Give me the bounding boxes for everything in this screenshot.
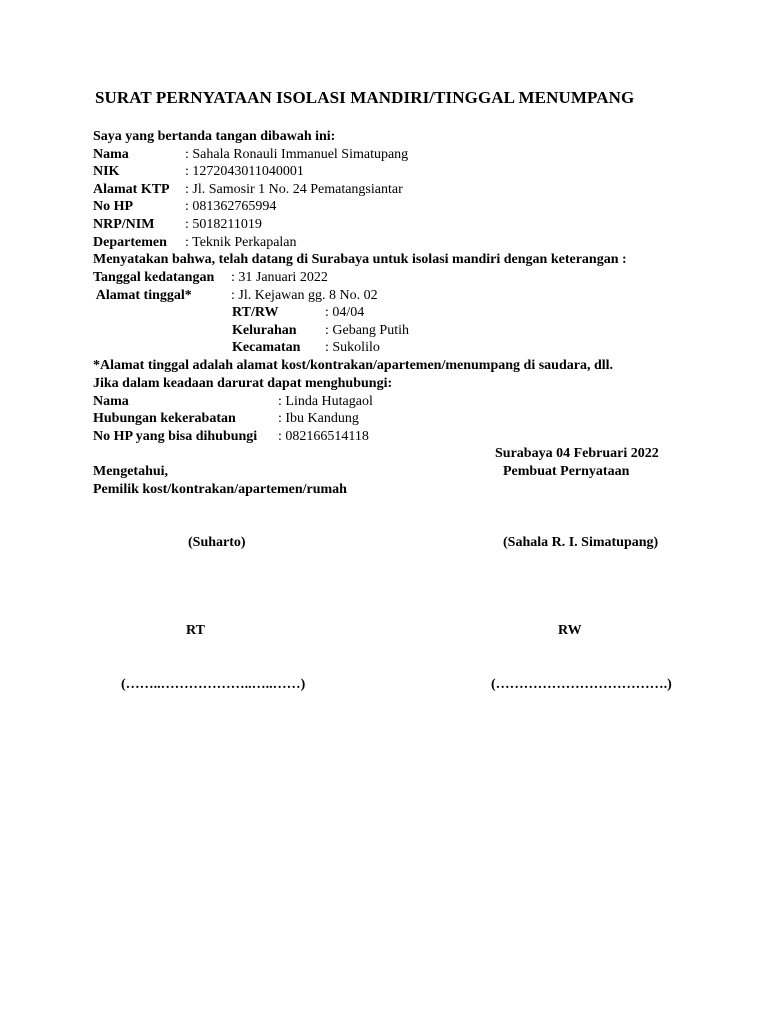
arrival-kelurahan-label: Kelurahan <box>232 323 297 338</box>
declarant-name-label: Nama <box>93 147 129 162</box>
emergency-hp-label: No HP yang bisa dihubungi <box>93 429 258 444</box>
owner-signature-name: (Suharto) <box>188 535 246 550</box>
declarant-name-value: : Sahala Ronauli Immanuel Simatupang <box>185 147 409 162</box>
emergency-intro: Jika dalam keadaan darurat dapat menghubungi: <box>93 376 393 391</box>
declarant-hp-value: : 081362765994 <box>185 199 277 214</box>
rt-signature-blank: (……..………………..…..……) <box>121 677 306 692</box>
rw-label: RW <box>558 623 582 638</box>
owner-label: Pemilik kost/kontrakan/apartemen/rumah <box>93 482 347 497</box>
arrival-address-value: : Jl. Kejawan gg. 8 No. 02 <box>231 288 378 303</box>
declarant-dept-label: Departemen <box>93 235 167 250</box>
arrival-rtrw-value: : 04/04 <box>325 305 365 320</box>
rw-signature-blank: (……………………………….) <box>491 677 672 692</box>
arrival-rtrw-label: RT/RW <box>232 305 279 320</box>
emergency-name-label: Nama <box>93 394 129 409</box>
arrival-date-label: Tanggal kedatangan <box>93 270 215 285</box>
emergency-hp-value: : 082166514118 <box>278 429 369 444</box>
declarant-nrp-value: : 5018211019 <box>185 217 262 232</box>
declarant-ktp-label: Alamat KTP <box>93 182 170 197</box>
document-title: SURAT PERNYATAAN ISOLASI MANDIRI/TINGGAL MENUMPANG <box>95 88 635 107</box>
declarant-nik-value: : 1272043011040001 <box>185 164 304 179</box>
place-date: Surabaya 04 Februari 2022 <box>495 446 659 461</box>
arrival-kelurahan-value: : Gebang Putih <box>325 323 409 338</box>
declarant-nrp-label: NRP/NIM <box>93 217 155 232</box>
emergency-relation-label: Hubungan kekerabatan <box>93 411 236 426</box>
emergency-name-value: : Linda Hutagaol <box>278 394 373 409</box>
declarant-dept-value: : Teknik Perkapalan <box>185 235 297 250</box>
arrival-kecamatan-label: Kecamatan <box>232 340 301 355</box>
address-note: *Alamat tinggal adalah alamat kost/kontrakan/apartemen/menumpang di saudara, dll. <box>93 358 614 373</box>
declarant-hp-label: No HP <box>93 199 134 214</box>
arrival-address-label: Alamat tinggal* <box>93 288 192 303</box>
statement-text: Menyatakan bahwa, telah datang di Surabaya untuk isolasi mandiri dengan keterangan : <box>93 252 627 267</box>
declarant-ktp-value: : Jl. Samosir 1 No. 24 Pematangsiantar <box>185 182 403 197</box>
declarant-nik-label: NIK <box>93 164 120 179</box>
emergency-relation-value: : Ibu Kandung <box>278 411 359 426</box>
intro-text: Saya yang bertanda tangan dibawah ini: <box>93 129 336 144</box>
arrival-kecamatan-value: : Sukolilo <box>325 340 380 355</box>
maker-label: Pembuat Pernyataan <box>503 464 630 479</box>
acknowledged-label: Mengetahui, <box>93 464 169 479</box>
maker-signature-name: (Sahala R. I. Simatupang) <box>503 535 659 550</box>
arrival-date-value: : 31 Januari 2022 <box>231 270 328 285</box>
rt-label: RT <box>186 623 205 638</box>
